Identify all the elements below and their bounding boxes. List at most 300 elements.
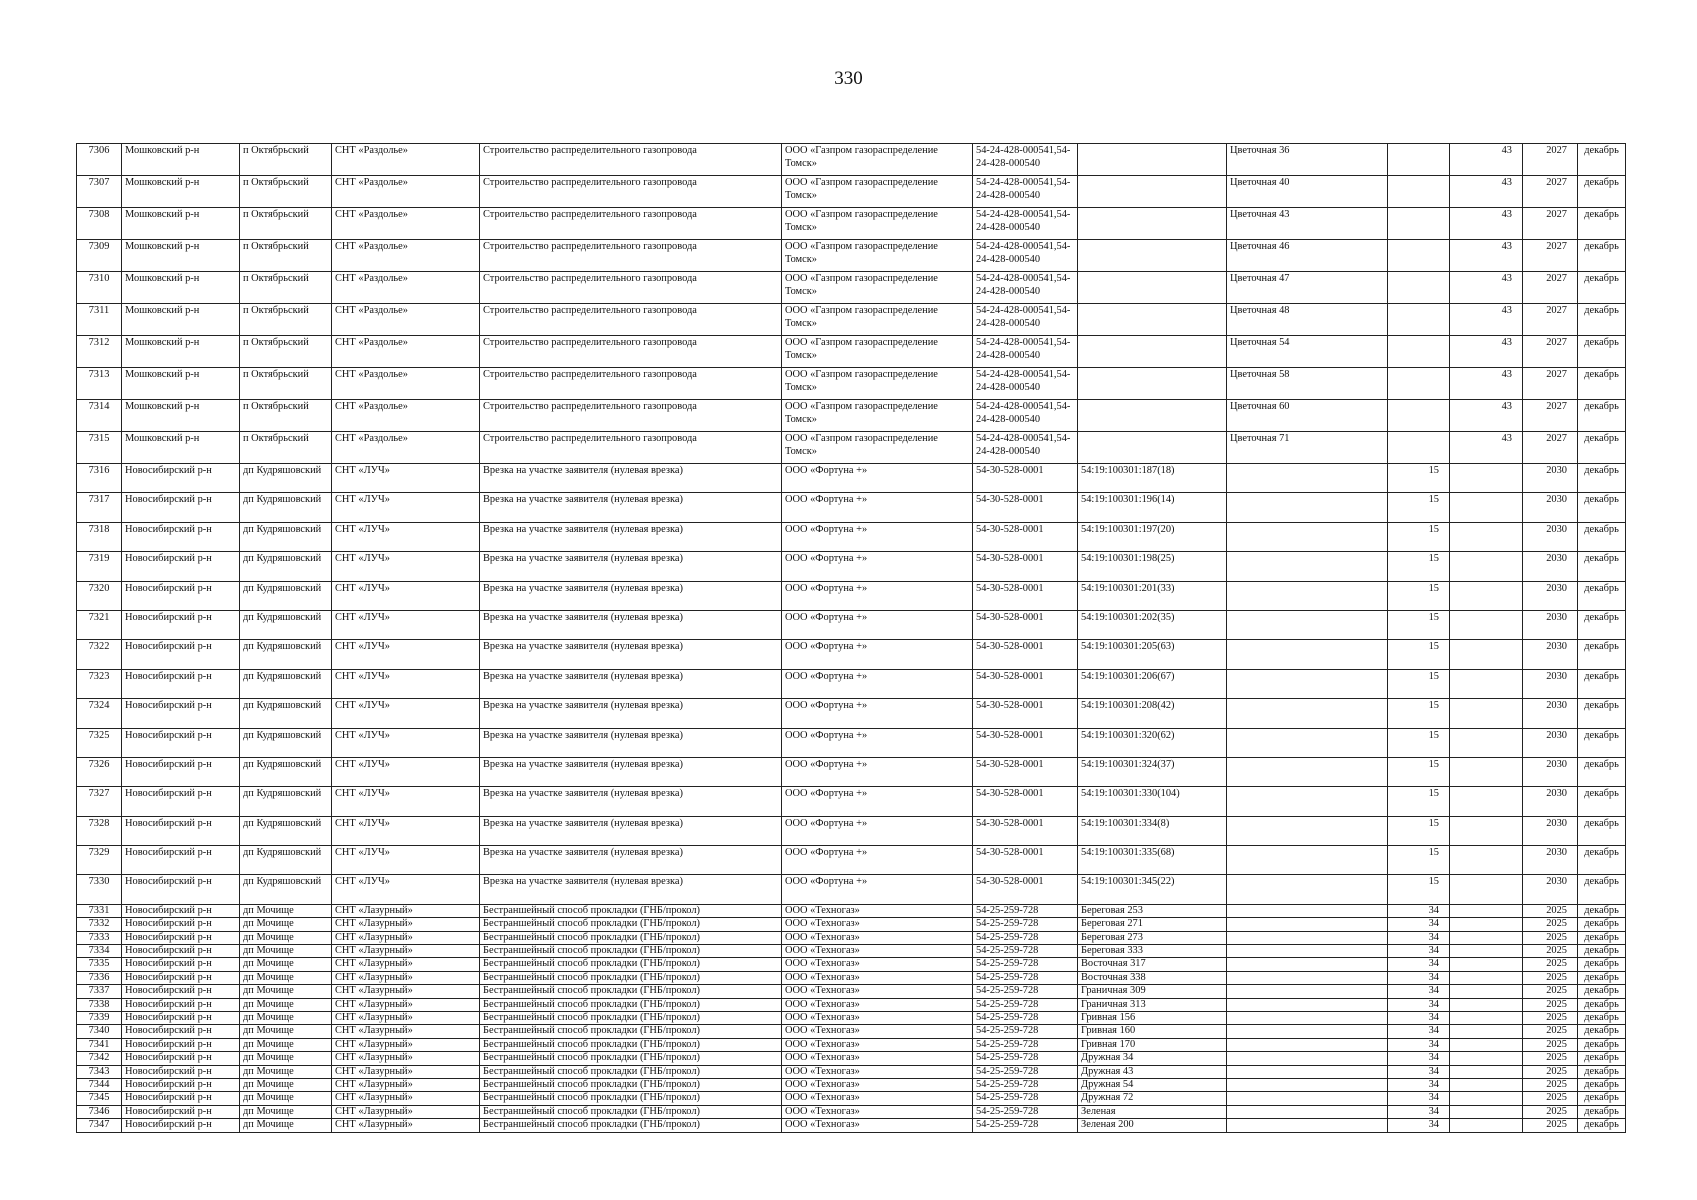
- cell-district: Новосибирский р-н: [122, 904, 240, 917]
- cell-cadastral: 54:19:100301:334(8): [1078, 816, 1227, 845]
- table-row: [77, 368, 1626, 400]
- cell-month: декабрь: [1578, 176, 1626, 208]
- table-row: [77, 816, 1626, 845]
- cell-work-type: Строительство распределительного газопровода: [480, 240, 782, 272]
- cell-settlement: п Октябрьский: [240, 208, 332, 240]
- cell-settlement: дп Мочище: [240, 1065, 332, 1078]
- cell-work-type: Бестраншейный способ прокладки (ГНБ/прокол): [480, 918, 782, 931]
- cell-cadastral: Восточная 338: [1078, 971, 1227, 984]
- cell-month: декабрь: [1578, 493, 1626, 522]
- cell-operator: ООО «Техногаз»: [782, 904, 973, 917]
- cell-operator: ООО «Техногаз»: [782, 1105, 973, 1118]
- cell-network-id: 54-25-259-728: [973, 1025, 1078, 1038]
- cell-settlement: дп Кудряшовский: [240, 875, 332, 904]
- cell-snt: СНТ «Раздолье»: [332, 432, 480, 464]
- cell-network-id: 54-25-259-728: [973, 945, 1078, 958]
- cell-work-type: Врезка на участке заявителя (нулевая врезка): [480, 875, 782, 904]
- cell-year: 2027: [1523, 208, 1578, 240]
- cell-work-type: Бестраншейный способ прокладки (ГНБ/прокол): [480, 1025, 782, 1038]
- cell-district: Новосибирский р-н: [122, 875, 240, 904]
- cell-settlement: п Октябрьский: [240, 304, 332, 336]
- cell-cadastral: 54:19:100301:335(68): [1078, 846, 1227, 875]
- cell-month: декабрь: [1578, 1078, 1626, 1091]
- table-row: [77, 1052, 1626, 1065]
- cell-quantity-a: 34: [1388, 985, 1450, 998]
- cell-operator: ООО «Техногаз»: [782, 998, 973, 1011]
- cell-snt: СНТ «Лазурный»: [332, 1065, 480, 1078]
- cell-district: Мошковский р-н: [122, 432, 240, 464]
- cell-quantity-a: [1388, 336, 1450, 368]
- cell-cadastral: Граничная 313: [1078, 998, 1227, 1011]
- cell-year: 2025: [1523, 1052, 1578, 1065]
- cell-month: декабрь: [1578, 272, 1626, 304]
- cell-quantity-b: [1450, 728, 1523, 757]
- cell-year: 2025: [1523, 1065, 1578, 1078]
- cell-month: декабрь: [1578, 875, 1626, 904]
- cell-address: [1227, 1078, 1388, 1091]
- cell-settlement: дп Мочище: [240, 998, 332, 1011]
- cell-cadastral: Гривная 170: [1078, 1038, 1227, 1051]
- cell-district: Новосибирский р-н: [122, 1092, 240, 1105]
- cell-settlement: п Октябрьский: [240, 176, 332, 208]
- cell-quantity-a: 34: [1388, 904, 1450, 917]
- cell-district: Новосибирский р-н: [122, 1025, 240, 1038]
- cell-work-type: Бестраншейный способ прокладки (ГНБ/прокол): [480, 998, 782, 1011]
- cell-operator: ООО «Техногаз»: [782, 1119, 973, 1132]
- cell-quantity-b: [1450, 1052, 1523, 1065]
- cell-settlement: дп Мочище: [240, 985, 332, 998]
- cell-month: декабрь: [1578, 1119, 1626, 1132]
- cell-district: Новосибирский р-н: [122, 1078, 240, 1091]
- cell-number: 7314: [77, 400, 122, 432]
- cell-address: [1227, 522, 1388, 551]
- cell-number: 7347: [77, 1119, 122, 1132]
- cell-snt: СНТ «Раздолье»: [332, 208, 480, 240]
- cell-address: Цветочная 58: [1227, 368, 1388, 400]
- cell-number: 7321: [77, 610, 122, 639]
- cell-year: 2030: [1523, 464, 1578, 493]
- table-row: [77, 1119, 1626, 1132]
- table-row: [77, 432, 1626, 464]
- cell-network-id: 54-25-259-728: [973, 931, 1078, 944]
- cell-work-type: Врезка на участке заявителя (нулевая врезка): [480, 610, 782, 639]
- cell-address: [1227, 875, 1388, 904]
- cell-number: 7333: [77, 931, 122, 944]
- cell-cadastral: [1078, 368, 1227, 400]
- cell-quantity-b: [1450, 1038, 1523, 1051]
- cell-snt: СНТ «ЛУЧ»: [332, 493, 480, 522]
- table-row: [77, 1025, 1626, 1038]
- cell-quantity-a: [1388, 368, 1450, 400]
- cell-quantity-b: [1450, 464, 1523, 493]
- cell-address: [1227, 846, 1388, 875]
- cell-year: 2025: [1523, 985, 1578, 998]
- cell-network-id: 54-24-428-000541,54-24-428-000540: [973, 432, 1078, 464]
- cell-month: декабрь: [1578, 1011, 1626, 1024]
- cell-quantity-a: [1388, 240, 1450, 272]
- cell-cadastral: Зеленая 200: [1078, 1119, 1227, 1132]
- cell-month: декабрь: [1578, 432, 1626, 464]
- cell-number: 7345: [77, 1092, 122, 1105]
- cell-snt: СНТ «ЛУЧ»: [332, 464, 480, 493]
- cell-work-type: Бестраншейный способ прокладки (ГНБ/прокол): [480, 1105, 782, 1118]
- cell-month: декабрь: [1578, 581, 1626, 610]
- cell-district: Новосибирский р-н: [122, 1105, 240, 1118]
- cell-district: Новосибирский р-н: [122, 787, 240, 816]
- cell-month: декабрь: [1578, 1025, 1626, 1038]
- cell-address: [1227, 958, 1388, 971]
- cell-number: 7327: [77, 787, 122, 816]
- cell-address: [1227, 985, 1388, 998]
- cell-snt: СНТ «Лазурный»: [332, 1052, 480, 1065]
- cell-number: 7331: [77, 904, 122, 917]
- cell-address: [1227, 1025, 1388, 1038]
- cell-year: 2025: [1523, 1105, 1578, 1118]
- cell-cadastral: 54:19:100301:202(35): [1078, 610, 1227, 639]
- cell-settlement: дп Мочище: [240, 1011, 332, 1024]
- table-row: [77, 998, 1626, 1011]
- cell-month: декабрь: [1578, 787, 1626, 816]
- cell-year: 2027: [1523, 304, 1578, 336]
- cell-settlement: п Октябрьский: [240, 272, 332, 304]
- cell-address: Цветочная 43: [1227, 208, 1388, 240]
- cell-quantity-a: 15: [1388, 757, 1450, 786]
- cell-cadastral: Дружная 54: [1078, 1078, 1227, 1091]
- cell-work-type: Врезка на участке заявителя (нулевая врезка): [480, 699, 782, 728]
- cell-snt: СНТ «ЛУЧ»: [332, 728, 480, 757]
- cell-work-type: Врезка на участке заявителя (нулевая врезка): [480, 787, 782, 816]
- cell-quantity-a: 15: [1388, 669, 1450, 698]
- cell-month: декабрь: [1578, 1038, 1626, 1051]
- cell-quantity-b: [1450, 918, 1523, 931]
- cell-snt: СНТ «Раздолье»: [332, 336, 480, 368]
- cell-address: [1227, 552, 1388, 581]
- cell-year: 2030: [1523, 875, 1578, 904]
- cell-district: Новосибирский р-н: [122, 1065, 240, 1078]
- cell-month: декабрь: [1578, 400, 1626, 432]
- cell-month: декабрь: [1578, 918, 1626, 931]
- table-row: [77, 1038, 1626, 1051]
- cell-cadastral: 54:19:100301:320(62): [1078, 728, 1227, 757]
- cell-operator: ООО «Фортуна +»: [782, 522, 973, 551]
- cell-cadastral: [1078, 432, 1227, 464]
- cell-district: Новосибирский р-н: [122, 971, 240, 984]
- cell-work-type: Врезка на участке заявителя (нулевая врезка): [480, 522, 782, 551]
- cell-cadastral: 54:19:100301:324(37): [1078, 757, 1227, 786]
- cell-settlement: дп Кудряшовский: [240, 699, 332, 728]
- cell-month: декабрь: [1578, 610, 1626, 639]
- cell-operator: ООО «Техногаз»: [782, 1038, 973, 1051]
- cell-operator: ООО «Фортуна +»: [782, 699, 973, 728]
- cell-cadastral: 54:19:100301:198(25): [1078, 552, 1227, 581]
- cell-year: 2030: [1523, 787, 1578, 816]
- cell-snt: СНТ «Лазурный»: [332, 971, 480, 984]
- cell-district: Мошковский р-н: [122, 208, 240, 240]
- cell-network-id: 54-25-259-728: [973, 971, 1078, 984]
- cell-operator: ООО «Фортуна +»: [782, 493, 973, 522]
- cell-quantity-b: [1450, 971, 1523, 984]
- cell-network-id: 54-30-528-0001: [973, 728, 1078, 757]
- cell-quantity-b: [1450, 610, 1523, 639]
- cell-year: 2027: [1523, 240, 1578, 272]
- cell-number: 7324: [77, 699, 122, 728]
- cell-quantity-b: [1450, 522, 1523, 551]
- table-row: [77, 1065, 1626, 1078]
- cell-number: 7319: [77, 552, 122, 581]
- cell-operator: ООО «Газпром газораспределение Томск»: [782, 336, 973, 368]
- cell-quantity-a: 15: [1388, 522, 1450, 551]
- cell-work-type: Строительство распределительного газопровода: [480, 304, 782, 336]
- cell-year: 2030: [1523, 728, 1578, 757]
- cell-quantity-a: 34: [1388, 1105, 1450, 1118]
- cell-quantity-a: 34: [1388, 918, 1450, 931]
- cell-quantity-a: 34: [1388, 1092, 1450, 1105]
- cell-quantity-b: [1450, 931, 1523, 944]
- cell-quantity-b: [1450, 875, 1523, 904]
- cell-year: 2025: [1523, 1011, 1578, 1024]
- cell-snt: СНТ «Лазурный»: [332, 904, 480, 917]
- cell-number: 7317: [77, 493, 122, 522]
- cell-district: Мошковский р-н: [122, 144, 240, 176]
- table-row: [77, 1105, 1626, 1118]
- cell-network-id: 54-30-528-0001: [973, 757, 1078, 786]
- cell-address: Цветочная 60: [1227, 400, 1388, 432]
- cell-work-type: Врезка на участке заявителя (нулевая врезка): [480, 846, 782, 875]
- cell-quantity-a: 34: [1388, 1078, 1450, 1091]
- cell-network-id: 54-25-259-728: [973, 958, 1078, 971]
- cell-district: Новосибирский р-н: [122, 816, 240, 845]
- cell-work-type: Бестраншейный способ прокладки (ГНБ/прокол): [480, 904, 782, 917]
- cell-address: [1227, 610, 1388, 639]
- cell-cadastral: Восточная 317: [1078, 958, 1227, 971]
- cell-snt: СНТ «Лазурный»: [332, 1025, 480, 1038]
- cell-operator: ООО «Техногаз»: [782, 1092, 973, 1105]
- cell-year: 2025: [1523, 1038, 1578, 1051]
- cell-year: 2025: [1523, 918, 1578, 931]
- cell-work-type: Бестраншейный способ прокладки (ГНБ/прокол): [480, 931, 782, 944]
- cell-cadastral: Береговая 273: [1078, 931, 1227, 944]
- cell-month: декабрь: [1578, 971, 1626, 984]
- cell-cadastral: Дружная 43: [1078, 1065, 1227, 1078]
- cell-quantity-b: [1450, 1011, 1523, 1024]
- cell-operator: ООО «Фортуна +»: [782, 610, 973, 639]
- cell-year: 2025: [1523, 1092, 1578, 1105]
- cell-quantity-a: 15: [1388, 581, 1450, 610]
- cell-district: Новосибирский р-н: [122, 728, 240, 757]
- cell-settlement: дп Мочище: [240, 1052, 332, 1065]
- cell-cadastral: Гривная 160: [1078, 1025, 1227, 1038]
- cell-cadastral: Граничная 309: [1078, 985, 1227, 998]
- cell-settlement: п Октябрьский: [240, 144, 332, 176]
- table-row: [77, 699, 1626, 728]
- cell-district: Новосибирский р-н: [122, 958, 240, 971]
- cell-operator: ООО «Газпром газораспределение Томск»: [782, 272, 973, 304]
- cell-district: Мошковский р-н: [122, 240, 240, 272]
- cell-operator: ООО «Фортуна +»: [782, 464, 973, 493]
- cell-address: [1227, 945, 1388, 958]
- cell-operator: ООО «Техногаз»: [782, 971, 973, 984]
- cell-cadastral: 54:19:100301:187(18): [1078, 464, 1227, 493]
- cell-operator: ООО «Газпром газораспределение Томск»: [782, 400, 973, 432]
- cell-cadastral: 54:19:100301:205(63): [1078, 640, 1227, 669]
- cell-month: декабрь: [1578, 552, 1626, 581]
- cell-network-id: 54-30-528-0001: [973, 669, 1078, 698]
- cell-work-type: Врезка на участке заявителя (нулевая врезка): [480, 669, 782, 698]
- cell-month: декабрь: [1578, 1052, 1626, 1065]
- cell-network-id: 54-25-259-728: [973, 1052, 1078, 1065]
- cell-number: 7315: [77, 432, 122, 464]
- cell-network-id: 54-30-528-0001: [973, 493, 1078, 522]
- cell-number: 7329: [77, 846, 122, 875]
- cell-address: [1227, 918, 1388, 931]
- cell-work-type: Врезка на участке заявителя (нулевая врезка): [480, 728, 782, 757]
- cell-number: 7318: [77, 522, 122, 551]
- cell-address: [1227, 581, 1388, 610]
- cell-quantity-b: [1450, 1065, 1523, 1078]
- cell-address: [1227, 1011, 1388, 1024]
- cell-snt: СНТ «Лазурный»: [332, 985, 480, 998]
- table-row: [77, 208, 1626, 240]
- cell-network-id: 54-24-428-000541,54-24-428-000540: [973, 336, 1078, 368]
- cell-district: Новосибирский р-н: [122, 493, 240, 522]
- cell-number: 7316: [77, 464, 122, 493]
- cell-address: Цветочная 47: [1227, 272, 1388, 304]
- cell-work-type: Бестраншейный способ прокладки (ГНБ/прокол): [480, 971, 782, 984]
- cell-address: [1227, 1092, 1388, 1105]
- cell-district: Новосибирский р-н: [122, 552, 240, 581]
- cell-settlement: п Октябрьский: [240, 400, 332, 432]
- cell-number: 7335: [77, 958, 122, 971]
- cell-month: декабрь: [1578, 904, 1626, 917]
- cell-operator: ООО «Фортуна +»: [782, 552, 973, 581]
- cell-month: декабрь: [1578, 464, 1626, 493]
- cell-district: Мошковский р-н: [122, 176, 240, 208]
- cell-quantity-b: [1450, 1105, 1523, 1118]
- cell-address: [1227, 904, 1388, 917]
- cell-number: 7330: [77, 875, 122, 904]
- cell-settlement: дп Кудряшовский: [240, 816, 332, 845]
- cell-operator: ООО «Газпром газораспределение Томск»: [782, 208, 973, 240]
- cell-work-type: Врезка на участке заявителя (нулевая врезка): [480, 640, 782, 669]
- cell-number: 7320: [77, 581, 122, 610]
- cell-quantity-a: 34: [1388, 931, 1450, 944]
- cell-quantity-a: 34: [1388, 1025, 1450, 1038]
- cell-district: Новосибирский р-н: [122, 669, 240, 698]
- cell-year: 2030: [1523, 846, 1578, 875]
- cell-number: 7332: [77, 918, 122, 931]
- cell-month: декабрь: [1578, 728, 1626, 757]
- cell-quantity-a: 34: [1388, 1119, 1450, 1132]
- cell-quantity-a: [1388, 144, 1450, 176]
- cell-year: 2025: [1523, 998, 1578, 1011]
- cell-month: декабрь: [1578, 669, 1626, 698]
- cell-network-id: 54-30-528-0001: [973, 610, 1078, 639]
- cell-cadastral: 54:19:100301:197(20): [1078, 522, 1227, 551]
- cell-operator: ООО «Техногаз»: [782, 918, 973, 931]
- cell-quantity-b: 43: [1450, 400, 1523, 432]
- cell-cadastral: [1078, 400, 1227, 432]
- cell-snt: СНТ «ЛУЧ»: [332, 669, 480, 698]
- cell-year: 2025: [1523, 958, 1578, 971]
- cell-operator: ООО «Техногаз»: [782, 958, 973, 971]
- cell-work-type: Бестраншейный способ прокладки (ГНБ/прокол): [480, 985, 782, 998]
- table-row: [77, 176, 1626, 208]
- cell-quantity-a: 34: [1388, 971, 1450, 984]
- cell-cadastral: [1078, 176, 1227, 208]
- cell-quantity-b: [1450, 1025, 1523, 1038]
- cell-quantity-b: [1450, 787, 1523, 816]
- table-row: [77, 945, 1626, 958]
- cell-year: 2030: [1523, 757, 1578, 786]
- cell-snt: СНТ «Лазурный»: [332, 918, 480, 931]
- table-row: [77, 552, 1626, 581]
- cell-address: [1227, 998, 1388, 1011]
- cell-year: 2025: [1523, 1119, 1578, 1132]
- cell-settlement: дп Мочище: [240, 1092, 332, 1105]
- cell-district: Новосибирский р-н: [122, 699, 240, 728]
- table-row: [77, 669, 1626, 698]
- cell-snt: СНТ «ЛУЧ»: [332, 610, 480, 639]
- cell-settlement: дп Мочище: [240, 1105, 332, 1118]
- cell-settlement: дп Кудряшовский: [240, 669, 332, 698]
- cell-cadastral: [1078, 240, 1227, 272]
- cell-district: Мошковский р-н: [122, 272, 240, 304]
- cell-month: декабрь: [1578, 240, 1626, 272]
- cell-settlement: п Октябрьский: [240, 240, 332, 272]
- cell-settlement: дп Кудряшовский: [240, 522, 332, 551]
- cell-snt: СНТ «Лазурный»: [332, 1078, 480, 1091]
- cell-quantity-b: [1450, 846, 1523, 875]
- cell-work-type: Врезка на участке заявителя (нулевая врезка): [480, 757, 782, 786]
- cell-address: Цветочная 46: [1227, 240, 1388, 272]
- cell-snt: СНТ «ЛУЧ»: [332, 875, 480, 904]
- cell-quantity-a: 15: [1388, 699, 1450, 728]
- cell-cadastral: 54:19:100301:330(104): [1078, 787, 1227, 816]
- cell-network-id: 54-30-528-0001: [973, 640, 1078, 669]
- cell-month: декабрь: [1578, 757, 1626, 786]
- cell-work-type: Врезка на участке заявителя (нулевая врезка): [480, 581, 782, 610]
- cell-network-id: 54-30-528-0001: [973, 581, 1078, 610]
- cell-snt: СНТ «ЛУЧ»: [332, 581, 480, 610]
- cell-district: Новосибирский р-н: [122, 581, 240, 610]
- cell-quantity-b: [1450, 493, 1523, 522]
- gasification-table: [76, 143, 1626, 1133]
- cell-quantity-a: 34: [1388, 1038, 1450, 1051]
- cell-year: 2030: [1523, 816, 1578, 845]
- cell-quantity-a: 15: [1388, 816, 1450, 845]
- cell-number: 7337: [77, 985, 122, 998]
- cell-settlement: дп Мочище: [240, 1078, 332, 1091]
- cell-cadastral: Гривная 156: [1078, 1011, 1227, 1024]
- cell-work-type: Бестраншейный способ прокладки (ГНБ/прокол): [480, 1052, 782, 1065]
- cell-quantity-b: [1450, 985, 1523, 998]
- cell-work-type: Строительство распределительного газопровода: [480, 432, 782, 464]
- cell-address: Цветочная 48: [1227, 304, 1388, 336]
- cell-quantity-b: 43: [1450, 176, 1523, 208]
- cell-operator: ООО «Газпром газораспределение Томск»: [782, 304, 973, 336]
- cell-snt: СНТ «Лазурный»: [332, 945, 480, 958]
- cell-snt: СНТ «Лазурный»: [332, 931, 480, 944]
- cell-month: декабрь: [1578, 522, 1626, 551]
- cell-snt: СНТ «ЛУЧ»: [332, 757, 480, 786]
- cell-snt: СНТ «Раздолье»: [332, 144, 480, 176]
- cell-district: Новосибирский р-н: [122, 1119, 240, 1132]
- cell-year: 2030: [1523, 610, 1578, 639]
- cell-operator: ООО «Газпром газораспределение Томск»: [782, 144, 973, 176]
- cell-snt: СНТ «Лазурный»: [332, 1011, 480, 1024]
- table-row: [77, 958, 1626, 971]
- cell-quantity-b: [1450, 1078, 1523, 1091]
